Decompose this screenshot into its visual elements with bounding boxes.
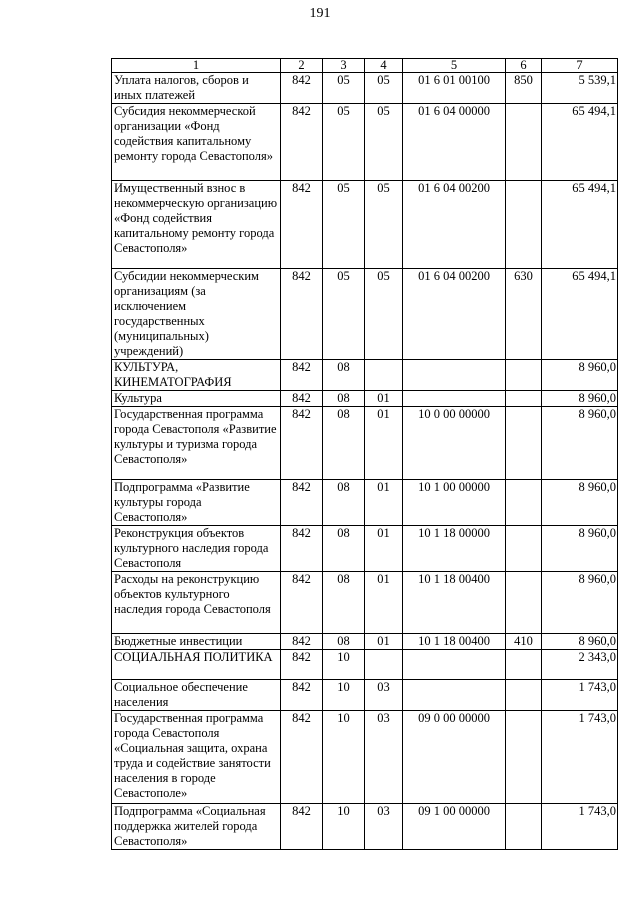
amount-cell: 5 539,1 — [542, 73, 618, 104]
amount-cell: 8 960,0 — [542, 572, 618, 634]
subsection-code-cell: 05 — [365, 269, 403, 360]
subsection-code-cell: 01 — [365, 480, 403, 526]
expense-type-cell — [506, 711, 542, 804]
target-article-cell — [403, 650, 506, 680]
target-article-cell: 09 0 00 00000 — [403, 711, 506, 804]
amount-cell: 8 960,0 — [542, 480, 618, 526]
ministry-code-cell: 842 — [281, 181, 323, 269]
target-article-cell: 01 6 04 00000 — [403, 104, 506, 181]
row-name-cell: Бюджетные инвестиции — [112, 634, 281, 650]
expense-type-cell — [506, 480, 542, 526]
table-row — [112, 480, 618, 526]
ministry-code-cell: 842 — [281, 360, 323, 391]
expense-type-cell — [506, 680, 542, 711]
target-article-cell: 09 1 00 00000 — [403, 804, 506, 850]
row-name-cell: КУЛЬТУРА, КИНЕМАТОГРАФИЯ — [112, 360, 281, 391]
target-article-cell — [403, 680, 506, 711]
target-article-cell: 10 1 18 00400 — [403, 634, 506, 650]
table-row — [112, 572, 618, 634]
column-header: 4 — [365, 59, 403, 73]
amount-cell: 8 960,0 — [542, 407, 618, 480]
expense-type-cell — [506, 407, 542, 480]
expense-type-cell — [506, 391, 542, 407]
expense-type-cell — [506, 104, 542, 181]
amount-cell: 2 343,0 — [542, 650, 618, 680]
section-code-cell: 08 — [323, 480, 365, 526]
subsection-code-cell — [365, 650, 403, 680]
expense-type-cell: 630 — [506, 269, 542, 360]
section-code-cell: 08 — [323, 634, 365, 650]
ministry-code-cell: 842 — [281, 572, 323, 634]
expense-type-cell: 850 — [506, 73, 542, 104]
subsection-code-cell: 01 — [365, 634, 403, 650]
expense-type-cell — [506, 650, 542, 680]
expense-type-cell — [506, 804, 542, 850]
subsection-code-cell: 05 — [365, 104, 403, 181]
amount-cell: 8 960,0 — [542, 360, 618, 391]
subsection-code-cell: 03 — [365, 680, 403, 711]
table-row — [112, 634, 618, 650]
table-row — [112, 680, 618, 711]
table-row — [112, 73, 618, 104]
ministry-code-cell: 842 — [281, 680, 323, 711]
subsection-code-cell: 01 — [365, 407, 403, 480]
column-header: 7 — [542, 59, 618, 73]
row-name-cell: Уплата налогов, сборов и иных платежей — [112, 73, 281, 104]
table-row — [112, 104, 618, 181]
target-article-cell: 01 6 04 00200 — [403, 269, 506, 360]
row-name-cell: Подпрограмма «Социальная поддержка жителей города Севастополя» — [112, 804, 281, 850]
ministry-code-cell: 842 — [281, 407, 323, 480]
amount-cell: 1 743,0 — [542, 711, 618, 804]
page-number: 191 — [309, 6, 331, 21]
target-article-cell: 10 1 00 00000 — [403, 480, 506, 526]
section-code-cell: 08 — [323, 572, 365, 634]
amount-cell: 8 960,0 — [542, 634, 618, 650]
amount-cell: 65 494,1 — [542, 104, 618, 181]
section-code-cell: 08 — [323, 526, 365, 572]
column-header: 5 — [403, 59, 506, 73]
subsection-code-cell: 01 — [365, 526, 403, 572]
target-article-cell: 10 1 18 00000 — [403, 526, 506, 572]
subsection-code-cell: 01 — [365, 391, 403, 407]
row-name-cell: Государственная программа города Севастополя «Развитие культуры и туризма города Севастополя» — [112, 407, 281, 480]
ministry-code-cell: 842 — [281, 650, 323, 680]
expense-type-cell — [506, 360, 542, 391]
section-code-cell: 08 — [323, 360, 365, 391]
column-header: 6 — [506, 59, 542, 73]
section-code-cell: 10 — [323, 650, 365, 680]
ministry-code-cell: 842 — [281, 711, 323, 804]
ministry-code-cell: 842 — [281, 480, 323, 526]
table-row — [112, 269, 618, 360]
row-name-cell: СОЦИАЛЬНАЯ ПОЛИТИКА — [112, 650, 281, 680]
header-row — [112, 59, 618, 73]
subsection-code-cell: 03 — [365, 804, 403, 850]
section-code-cell: 05 — [323, 181, 365, 269]
table-row — [112, 711, 618, 804]
row-name-cell: Расходы на реконструкцию объектов культурного наследия города Севастополя — [112, 572, 281, 634]
ministry-code-cell: 842 — [281, 634, 323, 650]
row-name-cell: Подпрограмма «Развитие культуры города Севастополя» — [112, 480, 281, 526]
target-article-cell: 10 1 18 00400 — [403, 572, 506, 634]
amount-cell: 8 960,0 — [542, 526, 618, 572]
section-code-cell: 10 — [323, 680, 365, 711]
table-row — [112, 181, 618, 269]
row-name-cell: Государственная программа города Севастополя «Социальная защита, охрана труда и содействие занятости населения в городе Севастополе» — [112, 711, 281, 804]
ministry-code-cell: 842 — [281, 104, 323, 181]
budget-table — [111, 58, 618, 850]
column-header: 2 — [281, 59, 323, 73]
target-article-cell — [403, 360, 506, 391]
row-name-cell: Реконструкция объектов культурного наследия города Севастополя — [112, 526, 281, 572]
ministry-code-cell: 842 — [281, 73, 323, 104]
section-code-cell: 05 — [323, 104, 365, 181]
ministry-code-cell: 842 — [281, 526, 323, 572]
row-name-cell: Культура — [112, 391, 281, 407]
row-name-cell: Имущественный взнос в некоммерческую организацию «Фонд содействия капитальному ремонту города Севастополя» — [112, 181, 281, 269]
column-header: 3 — [323, 59, 365, 73]
amount-cell: 65 494,1 — [542, 181, 618, 269]
subsection-code-cell: 05 — [365, 181, 403, 269]
section-code-cell: 05 — [323, 269, 365, 360]
amount-cell: 1 743,0 — [542, 680, 618, 711]
subsection-code-cell — [365, 360, 403, 391]
row-name-cell: Социальное обеспечение населения — [112, 680, 281, 711]
table-row — [112, 391, 618, 407]
amount-cell: 65 494,1 — [542, 269, 618, 360]
expense-type-cell — [506, 526, 542, 572]
table-row — [112, 650, 618, 680]
target-article-cell: 10 0 00 00000 — [403, 407, 506, 480]
subsection-code-cell: 05 — [365, 73, 403, 104]
amount-cell: 1 743,0 — [542, 804, 618, 850]
table-row — [112, 804, 618, 850]
section-code-cell: 08 — [323, 407, 365, 480]
ministry-code-cell: 842 — [281, 269, 323, 360]
expense-type-cell: 410 — [506, 634, 542, 650]
section-code-cell: 05 — [323, 73, 365, 104]
target-article-cell: 01 6 04 00200 — [403, 181, 506, 269]
expense-type-cell — [506, 181, 542, 269]
row-name-cell: Субсидии некоммерческим организациям (за исключением государственных (муниципальных) учреждений) — [112, 269, 281, 360]
section-code-cell: 10 — [323, 711, 365, 804]
target-article-cell — [403, 391, 506, 407]
section-code-cell: 10 — [323, 804, 365, 850]
row-name-cell: Субсидия некоммерческой организации «Фонд содействия капитальному ремонту города Севастополя» — [112, 104, 281, 181]
table-row — [112, 360, 618, 391]
subsection-code-cell: 03 — [365, 711, 403, 804]
expense-type-cell — [506, 572, 542, 634]
subsection-code-cell: 01 — [365, 572, 403, 634]
column-header: 1 — [112, 59, 281, 73]
target-article-cell: 01 6 01 00100 — [403, 73, 506, 104]
section-code-cell: 08 — [323, 391, 365, 407]
table-row — [112, 407, 618, 480]
ministry-code-cell: 842 — [281, 804, 323, 850]
amount-cell: 8 960,0 — [542, 391, 618, 407]
table-row — [112, 526, 618, 572]
ministry-code-cell: 842 — [281, 391, 323, 407]
